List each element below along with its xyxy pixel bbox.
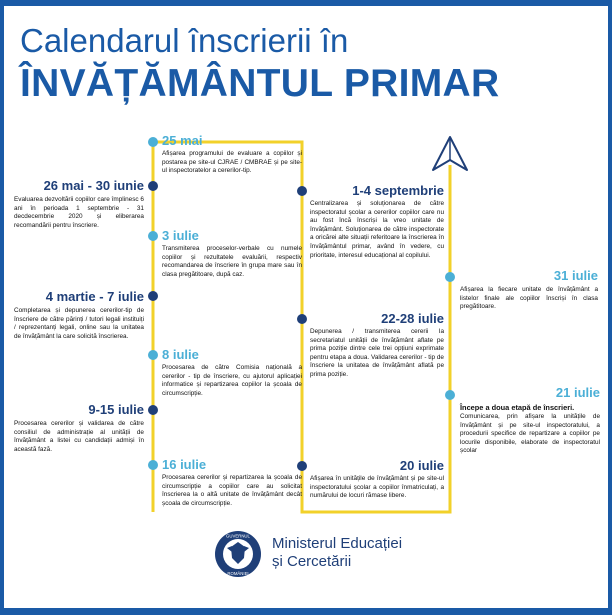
event-date: 16 iulie — [162, 457, 207, 472]
event-20-iulie — [310, 458, 444, 501]
event-description: Afișarea în unitățile de învățământ și pe site-ul inspectoratului școlar a copiilor înmatriculați, a numărului de locuri rămase libere. — [310, 475, 444, 500]
event-description: Comunicarea, prin afișare la unitățile de învățământ și pe site-ul inspectoratului, a procedurii specifice de repartizare a copiilor pe locurile disponibile, elaborate de inspectoratul școlar — [460, 413, 600, 455]
event-description: Completarea și depunerea cererilor-tip de înscriere de către părinți / tutori legali instituiți / reprezentanți legali, online sau la unitatea de învățământ la care solicită înscrierea. — [14, 307, 144, 340]
event-26-mai-30-iunie — [14, 178, 144, 230]
event-22-28-iulie — [310, 311, 444, 380]
event-description: Procesarea cererilor și validarea de către consiliul de administrație al unității de învățământ a listei cu candidații admiși în această fază. — [14, 420, 144, 453]
event-date: 31 iulie — [553, 268, 598, 283]
event-date: 9-15 iulie — [88, 402, 144, 417]
government-seal-logo — [214, 530, 262, 578]
event-16-iulie — [162, 457, 302, 508]
event-description: Depunerea / transmiterea cererii la secretariatul unității de învățământ aflate pe prima poziție dintre cele trei opțiuni exprimate pentru etapa a doua. Validarea cererilor - tip de înscriere la unitatea de învățământ aflată pe prima poziție. — [310, 328, 444, 378]
timeline-dot — [148, 137, 158, 147]
event-date: 21 iulie — [555, 385, 600, 400]
event-heading: Începe a doua etapă de înscrieri. — [460, 403, 575, 412]
timeline-dot — [445, 390, 455, 400]
ministry-line-1: Ministerul Educației — [272, 535, 403, 552]
event-date: 1-4 septembrie — [352, 183, 444, 198]
title-line-1: Calendarul înscrierii în — [20, 22, 349, 59]
event-date: 20 iulie — [399, 458, 444, 473]
ministry-name — [272, 535, 402, 571]
timeline-dot — [297, 314, 307, 324]
event-description: Procesarea de către Comisia națională a cererilor - tip de înscriere, cu ajutorul aplicației informatice și repartizarea copiilor la școala de circumscripție. — [162, 364, 302, 397]
timeline-dot — [297, 186, 307, 196]
event-date: 25 mai — [162, 133, 203, 148]
timeline-dot — [148, 350, 158, 360]
event-description: Afișarea programului de evaluare a copiilor și postarea pe site-ul CJRAE / CMBRAE și pe site-ul inspectoratelor a cererilor-tip. — [162, 150, 302, 175]
timeline-dot — [445, 272, 455, 282]
event-date: 22-28 iulie — [381, 311, 444, 326]
event-description: Procesarea cererilor și repartizarea la școala de circumscripție a copiilor care au solicitat înscrierea la o altă unitate de învățământ decât școala de circumscripție. — [162, 474, 302, 507]
timeline-dot — [148, 405, 158, 415]
timeline-dot — [148, 460, 158, 470]
event-description: Centralizarea și soluționarea de către inspectoratul școlar a cererilor copiilor care nu au fost încă înscriși la vreo unitate de învățământ. Soluționarea de către inspectorate a oricărei alte situații referitoare la înscrierea în învățământul primar, având în vedere, cu prioritate, interesul educațional al copilului. — [310, 200, 444, 259]
event-1-4-septembrie — [310, 183, 444, 260]
event-25-mai — [162, 133, 302, 176]
event-9-15-iulie — [14, 402, 144, 454]
event-21-iulie — [460, 385, 600, 456]
timeline-dot — [148, 181, 158, 191]
event-description: Transmiterea proceselor-verbale cu numele copiilor și rezultatele evaluării, respectiv recomandarea de înscriere în grupa mare sau în clasa pregătitoare, după caz. — [162, 245, 302, 278]
event-4-martie-7-iulie — [14, 289, 144, 341]
ministry-line-2: și Cercetării — [272, 553, 352, 570]
svg-text:ROMÂNIEI: ROMÂNIEI — [227, 571, 249, 576]
title-line-2: ÎNVĂȚĂMÂNTUL PRIMAR — [20, 62, 500, 105]
event-description: Afișarea la fiecare unitate de învățământ a listelor finale ale copiilor înscriși în clasa pregătitoare. — [460, 286, 598, 311]
svg-text:GUVERNUL: GUVERNUL — [226, 533, 250, 539]
event-date: 26 mai - 30 iunie — [43, 178, 144, 193]
event-date: 3 iulie — [162, 228, 199, 243]
event-date: 4 martie - 7 iulie — [45, 289, 144, 304]
timeline-dot — [148, 291, 158, 301]
event-31-iulie — [460, 268, 598, 312]
event-description: Evaluarea dezvoltării copiilor care împlinesc 6 ani în perioada 1 septembrie - 31 decdecembrie 2020 și eliberarea recomandării pentru înscriere. — [14, 196, 144, 229]
timeline-dot — [148, 231, 158, 241]
event-8-iulie — [162, 347, 302, 398]
event-3-iulie — [162, 228, 302, 279]
event-date: 8 iulie — [162, 347, 199, 362]
